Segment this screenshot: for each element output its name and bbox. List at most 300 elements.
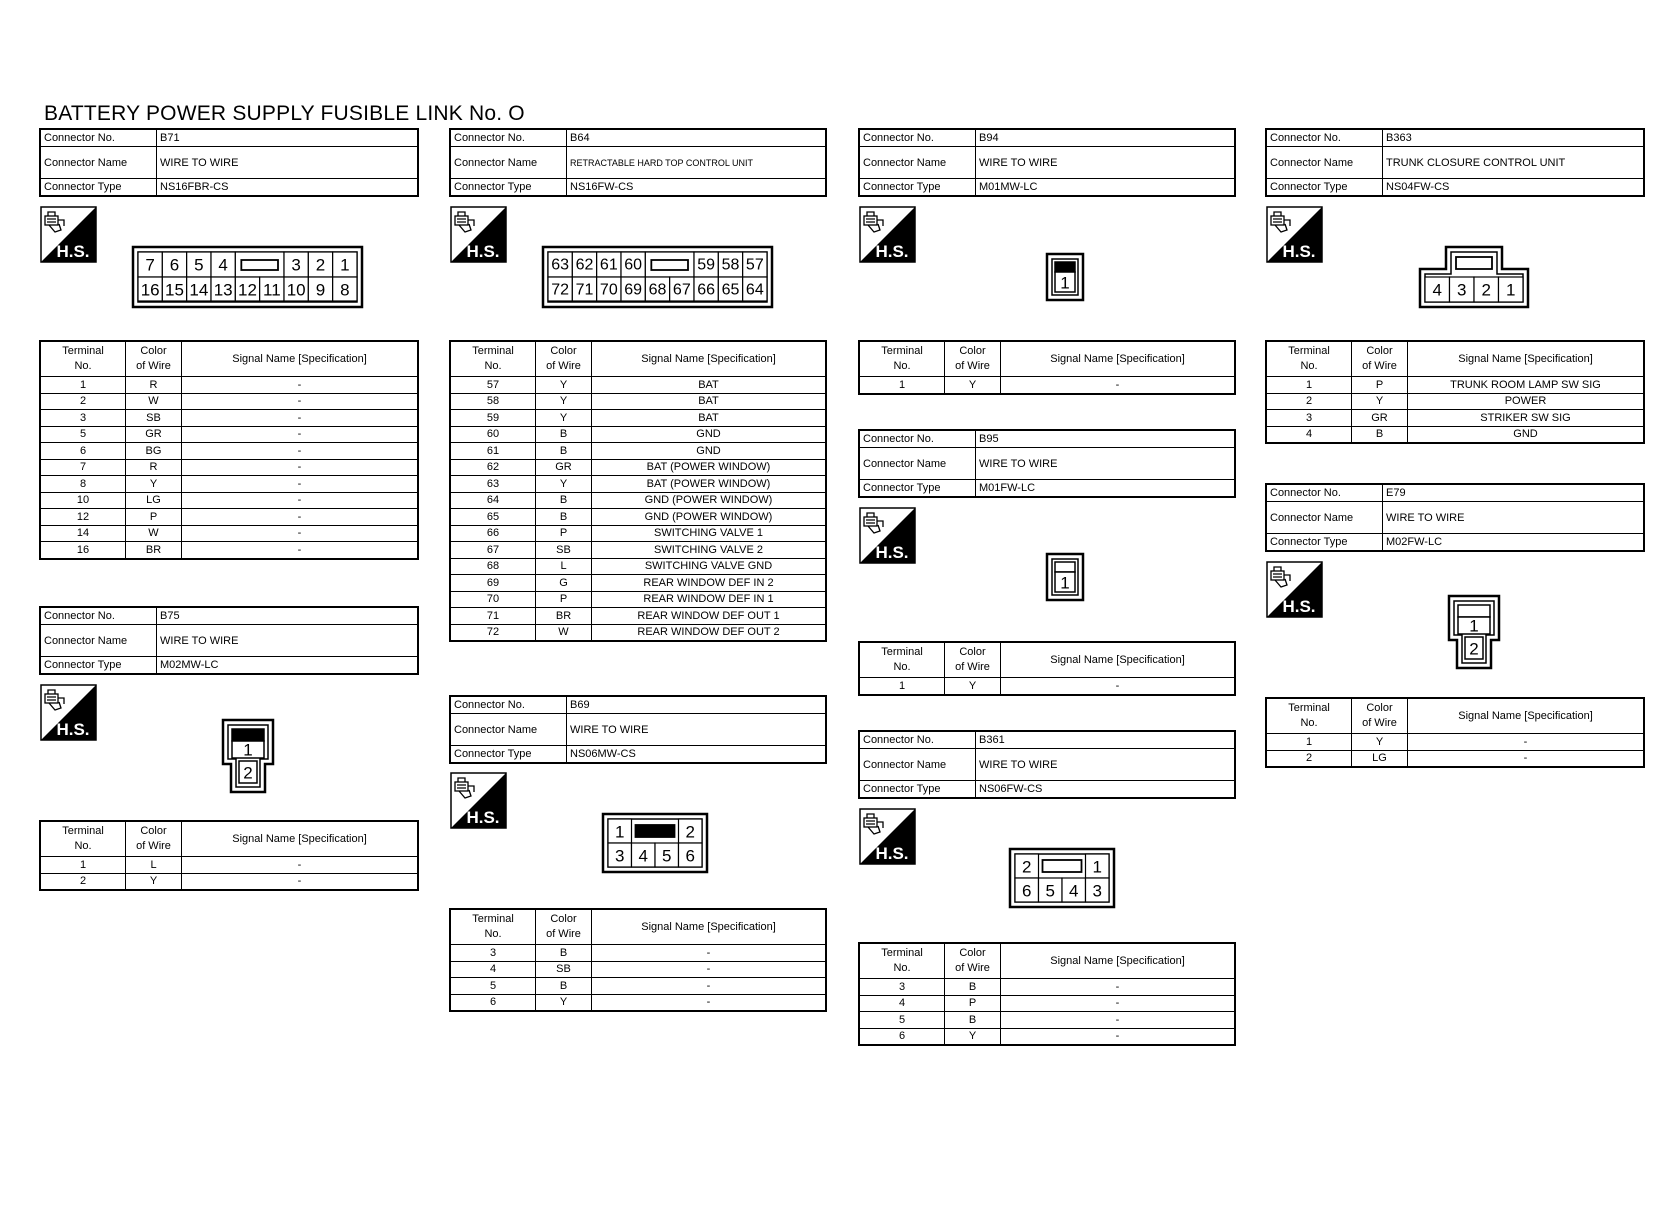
wire-color-cell: GR	[1352, 410, 1408, 427]
table-row	[450, 608, 826, 625]
signal-name-cell: -	[592, 945, 827, 962]
terminal-header-line2: No.	[74, 360, 92, 372]
color-header-line1: Color	[959, 345, 986, 357]
connector-no-label: Connector No.	[1266, 484, 1383, 502]
signal-name-header: Signal Name [Specification]	[182, 341, 419, 377]
terminal-no-cell: 2	[40, 393, 126, 410]
signal-name-cell: BAT (POWER WINDOW)	[592, 476, 827, 493]
terminal-table-b71	[39, 340, 419, 560]
wire-color-cell: Y	[536, 994, 592, 1011]
connector-name-value: WIRE TO WIRE	[976, 448, 1236, 480]
table-row	[1266, 410, 1644, 427]
terminal-table-b64	[449, 340, 827, 642]
signal-name-cell: REAR WINDOW DEF IN 2	[592, 575, 827, 592]
connector-type-label: Connector Type	[1266, 179, 1383, 197]
terminal-no-cell: 7	[40, 459, 126, 476]
wire-color-cell: P	[536, 525, 592, 542]
connector-no-value: B361	[976, 731, 1236, 749]
terminal-no-cell: 57	[450, 377, 536, 394]
wire-color-cell: BG	[126, 443, 182, 460]
hs-label: H.S.	[875, 242, 909, 261]
signal-name-cell: -	[1001, 1012, 1236, 1029]
connector-info-b75	[39, 606, 419, 675]
signal-name-header: Signal Name [Specification]	[1408, 341, 1645, 377]
connector-name-value: WIRE TO WIRE	[567, 714, 827, 746]
connector-face-b94	[1045, 252, 1085, 302]
table-row	[40, 525, 418, 542]
pin-number: 4	[638, 846, 648, 866]
pin-number: 5	[1045, 881, 1055, 901]
pin-number: 63	[551, 256, 570, 274]
color-header-line1: Color	[1366, 345, 1393, 357]
terminal-table-b69	[449, 908, 827, 1012]
terminal-header-line1: Terminal	[62, 345, 104, 357]
terminal-table-b95	[858, 641, 1236, 696]
terminal-header-line1: Terminal	[472, 913, 514, 925]
terminal-no-cell: 16	[40, 542, 126, 559]
terminal-no-cell: 3	[1266, 410, 1352, 427]
signal-name-cell: BAT	[592, 410, 827, 427]
wire-color-cell: B	[536, 443, 592, 460]
table-row	[1266, 426, 1644, 443]
table-row	[40, 509, 418, 526]
hs-label: H.S.	[56, 242, 90, 261]
wire-color-cell: Y	[536, 410, 592, 427]
table-row	[40, 542, 418, 559]
pin-number: 3	[1092, 881, 1102, 901]
pin-number: 5	[194, 255, 204, 275]
pin-number: 72	[551, 281, 570, 299]
terminal-no-cell: 71	[450, 608, 536, 625]
connector-type-value: M02MW-LC	[157, 657, 419, 675]
pin-number: 6	[685, 846, 695, 866]
terminal-no-cell: 3	[859, 979, 945, 996]
connector-type-value: M01MW-LC	[976, 179, 1236, 197]
terminal-header-line1: Terminal	[881, 345, 923, 357]
terminal-table-b75	[39, 820, 419, 891]
pin-number: 1	[1060, 273, 1070, 293]
harness-side-icon	[40, 684, 97, 741]
terminal-table-b363	[1265, 340, 1645, 444]
color-header-line1: Color	[140, 345, 167, 357]
connector-no-label: Connector No.	[40, 607, 157, 625]
table-row	[859, 678, 1235, 695]
pin-number: 1	[1092, 857, 1102, 877]
connector-type-value: NS16FBR-CS	[157, 179, 419, 197]
connector-type-label: Connector Type	[859, 179, 976, 197]
connector-type-value: NS06MW-CS	[567, 746, 827, 764]
pin-number: 15	[165, 280, 184, 300]
terminal-no-cell: 3	[40, 410, 126, 427]
table-row	[1266, 377, 1644, 394]
pin-number: 14	[189, 280, 209, 300]
terminal-no-header	[450, 341, 536, 377]
connector-name-label: Connector Name	[1266, 502, 1383, 534]
terminal-no-cell: 66	[450, 525, 536, 542]
connector-name-label: Connector Name	[450, 147, 567, 179]
wire-color-cell: Y	[126, 476, 182, 493]
wire-color-cell: Y	[945, 678, 1001, 695]
harness-side-icon	[40, 206, 97, 263]
signal-name-cell: GND (POWER WINDOW)	[592, 509, 827, 526]
pin-number: 58	[721, 256, 740, 274]
terminal-header-line2: No.	[74, 840, 92, 852]
connector-name-label: Connector Name	[450, 714, 567, 746]
terminal-no-cell: 1	[1266, 377, 1352, 394]
signal-name-cell: -	[182, 509, 419, 526]
color-header-line2: of Wire	[136, 840, 171, 852]
hs-label: H.S.	[1282, 242, 1316, 261]
connector-no-label: Connector No.	[40, 129, 157, 147]
connector-type-value: NS06FW-CS	[976, 781, 1236, 799]
terminal-header-line1: Terminal	[1288, 702, 1330, 714]
table-row	[1266, 750, 1644, 767]
terminal-no-cell: 1	[40, 377, 126, 394]
connector-type-value: NS16FW-CS	[567, 179, 827, 197]
terminal-header-line1: Terminal	[472, 345, 514, 357]
color-header-line1: Color	[959, 646, 986, 658]
table-row	[40, 393, 418, 410]
terminal-no-header	[859, 341, 945, 377]
wire-color-header	[945, 642, 1001, 678]
connector-type-value: M02FW-LC	[1383, 534, 1645, 552]
wire-color-cell: B	[536, 945, 592, 962]
signal-name-cell: -	[182, 492, 419, 509]
table-row	[40, 476, 418, 493]
pin-number: 57	[745, 256, 764, 274]
signal-name-header: Signal Name [Specification]	[592, 909, 827, 945]
table-row	[859, 995, 1235, 1012]
signal-name-header: Signal Name [Specification]	[1001, 642, 1236, 678]
connector-info-b64	[449, 128, 827, 197]
terminal-no-cell: 12	[40, 509, 126, 526]
signal-name-cell: -	[182, 393, 419, 410]
connector-no-label: Connector No.	[450, 129, 567, 147]
color-header-line2: of Wire	[955, 661, 990, 673]
pin-number: 1	[1506, 280, 1516, 300]
pin-number: 1	[1469, 616, 1479, 636]
pin-number: 2	[1469, 639, 1479, 659]
connector-type-value: M01FW-LC	[976, 480, 1236, 498]
terminal-header-line1: Terminal	[62, 825, 104, 837]
table-row	[450, 443, 826, 460]
pin-number: 68	[648, 281, 667, 299]
connector-name-value: RETRACTABLE HARD TOP CONTROL UNIT	[567, 147, 827, 179]
pin-number: 9	[315, 280, 326, 300]
wire-color-cell: B	[536, 492, 592, 509]
signal-name-cell: GND (POWER WINDOW)	[592, 492, 827, 509]
pin-number: 11	[263, 280, 281, 300]
table-row	[450, 624, 826, 641]
table-row	[1266, 393, 1644, 410]
connector-type-label: Connector Type	[859, 781, 976, 799]
terminal-no-cell: 60	[450, 426, 536, 443]
pin-number: 59	[697, 256, 716, 274]
signal-name-cell: -	[592, 978, 827, 995]
signal-name-cell: -	[182, 459, 419, 476]
wire-color-cell: Y	[1352, 734, 1408, 751]
hs-label: H.S.	[875, 844, 909, 863]
wire-color-cell: B	[1352, 426, 1408, 443]
connector-info-b71	[39, 128, 419, 197]
connector-face-b95	[1045, 552, 1085, 602]
table-row	[450, 542, 826, 559]
wire-color-cell: GR	[536, 459, 592, 476]
signal-name-cell: -	[182, 410, 419, 427]
wire-color-cell: P	[1352, 377, 1408, 394]
wire-color-cell: SB	[536, 961, 592, 978]
connector-face-b71	[131, 245, 364, 309]
table-row	[859, 1028, 1235, 1045]
terminal-no-cell: 1	[1266, 734, 1352, 751]
connector-name-label: Connector Name	[859, 749, 976, 781]
terminal-header-line2: No.	[893, 661, 911, 673]
signal-name-cell: -	[1408, 734, 1645, 751]
terminal-header-line1: Terminal	[881, 646, 923, 658]
connector-name-value: WIRE TO WIRE	[1383, 502, 1645, 534]
signal-name-cell: -	[182, 525, 419, 542]
terminal-header-line1: Terminal	[881, 947, 923, 959]
signal-name-cell: GND	[1408, 426, 1645, 443]
terminal-no-cell: 5	[40, 426, 126, 443]
terminal-no-cell: 68	[450, 558, 536, 575]
harness-side-icon	[1266, 206, 1323, 263]
wire-color-cell: W	[126, 393, 182, 410]
terminal-no-header	[450, 909, 536, 945]
wire-color-cell: GR	[126, 426, 182, 443]
connector-no-label: Connector No.	[1266, 129, 1383, 147]
pin-number: 2	[685, 822, 695, 842]
signal-name-cell: GND	[592, 443, 827, 460]
signal-name-cell: SWITCHING VALVE 2	[592, 542, 827, 559]
signal-name-header: Signal Name [Specification]	[1408, 698, 1645, 734]
terminal-no-cell: 61	[450, 443, 536, 460]
signal-name-cell: -	[1001, 1028, 1236, 1045]
pin-number: 4	[1432, 280, 1442, 300]
connector-type-label: Connector Type	[450, 746, 567, 764]
pin-number: 8	[340, 280, 350, 300]
signal-name-cell: REAR WINDOW DEF OUT 2	[592, 624, 827, 641]
pin-number: 60	[624, 256, 643, 274]
table-row	[450, 377, 826, 394]
terminal-no-cell: 2	[40, 873, 126, 890]
wire-color-cell: BR	[126, 542, 182, 559]
connector-no-value: B94	[976, 129, 1236, 147]
terminal-no-cell: 1	[40, 857, 126, 874]
signal-name-header: Signal Name [Specification]	[182, 821, 419, 857]
terminal-no-cell: 59	[450, 410, 536, 427]
terminal-no-cell: 10	[40, 492, 126, 509]
connector-no-value: B363	[1383, 129, 1645, 147]
color-header-line2: of Wire	[136, 360, 171, 372]
wire-color-cell: P	[536, 591, 592, 608]
connector-info-b361	[858, 730, 1236, 799]
signal-name-cell: -	[1408, 750, 1645, 767]
pin-number: 7	[145, 255, 155, 275]
harness-side-icon	[450, 772, 507, 829]
pin-number: 62	[575, 256, 594, 274]
terminal-no-header	[40, 821, 126, 857]
terminal-no-cell: 67	[450, 542, 536, 559]
signal-name-cell: STRIKER SW SIG	[1408, 410, 1645, 427]
signal-name-cell: BAT (POWER WINDOW)	[592, 459, 827, 476]
connector-info-b69	[449, 695, 827, 764]
signal-name-cell: GND	[592, 426, 827, 443]
terminal-no-cell: 5	[859, 1012, 945, 1029]
terminal-no-cell: 2	[1266, 750, 1352, 767]
wire-color-cell: W	[126, 525, 182, 542]
table-row	[450, 978, 826, 995]
wire-color-cell: B	[536, 509, 592, 526]
connector-no-value: B64	[567, 129, 827, 147]
signal-name-cell: -	[1001, 995, 1236, 1012]
terminal-no-cell: 69	[450, 575, 536, 592]
table-row	[450, 426, 826, 443]
hs-label: H.S.	[1282, 597, 1316, 616]
signal-name-cell: -	[1001, 979, 1236, 996]
color-header-line2: of Wire	[1362, 360, 1397, 372]
terminal-no-cell: 5	[450, 978, 536, 995]
wire-color-cell: Y	[1352, 393, 1408, 410]
connector-no-label: Connector No.	[859, 731, 976, 749]
wire-color-cell: SB	[536, 542, 592, 559]
pin-number: 61	[599, 256, 618, 274]
wire-color-header	[536, 909, 592, 945]
terminal-no-cell: 58	[450, 393, 536, 410]
wire-color-cell: SB	[126, 410, 182, 427]
hs-label: H.S.	[875, 543, 909, 562]
terminal-header-line2: No.	[484, 360, 502, 372]
wire-color-cell: Y	[536, 476, 592, 493]
wire-color-cell: Y	[945, 1028, 1001, 1045]
wire-color-header	[126, 341, 182, 377]
terminal-no-cell: 3	[450, 945, 536, 962]
pin-number: 16	[140, 280, 160, 300]
wire-color-cell: R	[126, 377, 182, 394]
wire-color-header	[536, 341, 592, 377]
connector-face-b69	[601, 812, 709, 874]
pin-number: 5	[662, 846, 672, 866]
hs-label: H.S.	[466, 808, 500, 827]
wire-color-cell: P	[945, 995, 1001, 1012]
table-row	[450, 994, 826, 1011]
wire-color-cell: L	[536, 558, 592, 575]
table-row	[450, 961, 826, 978]
table-row	[40, 857, 418, 874]
table-row	[450, 575, 826, 592]
terminal-header-line2: No.	[484, 928, 502, 940]
terminal-no-cell: 65	[450, 509, 536, 526]
connector-no-value: B69	[567, 696, 827, 714]
harness-side-icon	[1266, 561, 1323, 618]
signal-name-cell: REAR WINDOW DEF IN 1	[592, 591, 827, 608]
terminal-table-b361	[858, 942, 1236, 1046]
pin-number: 65	[721, 281, 740, 299]
connector-name-value: TRUNK CLOSURE CONTROL UNIT	[1383, 147, 1645, 179]
harness-side-icon	[859, 507, 916, 564]
table-row	[40, 377, 418, 394]
terminal-no-cell: 4	[859, 995, 945, 1012]
terminal-no-cell: 6	[859, 1028, 945, 1045]
signal-name-cell: -	[1001, 678, 1236, 695]
signal-name-cell: -	[182, 857, 419, 874]
table-row	[450, 591, 826, 608]
signal-name-header: Signal Name [Specification]	[592, 341, 827, 377]
color-header-line1: Color	[140, 825, 167, 837]
color-header-line2: of Wire	[1362, 717, 1397, 729]
table-row	[450, 393, 826, 410]
table-row	[40, 443, 418, 460]
wire-color-cell: LG	[1352, 750, 1408, 767]
table-row	[450, 459, 826, 476]
signal-name-cell: REAR WINDOW DEF OUT 1	[592, 608, 827, 625]
terminal-no-header	[859, 943, 945, 979]
terminal-no-cell: 14	[40, 525, 126, 542]
connector-no-label: Connector No.	[450, 696, 567, 714]
wire-color-cell: L	[126, 857, 182, 874]
pin-number: 12	[238, 280, 257, 300]
signal-name-cell: POWER	[1408, 393, 1645, 410]
wire-color-cell: B	[536, 978, 592, 995]
signal-name-cell: -	[182, 476, 419, 493]
pin-number: 70	[599, 281, 618, 299]
pin-number: 64	[745, 281, 764, 299]
connector-no-value: B75	[157, 607, 419, 625]
harness-side-icon	[859, 808, 916, 865]
wire-color-cell: Y	[536, 393, 592, 410]
connector-face-b363	[1418, 245, 1530, 309]
wire-color-cell: Y	[536, 377, 592, 394]
pin-number: 1	[1060, 573, 1070, 593]
terminal-table-b94	[858, 340, 1236, 395]
table-row	[450, 476, 826, 493]
wire-color-header	[945, 341, 1001, 377]
connector-no-label: Connector No.	[859, 129, 976, 147]
hs-label: H.S.	[466, 242, 500, 261]
pin-number: 2	[243, 763, 253, 783]
color-header-line1: Color	[550, 345, 577, 357]
terminal-header-line2: No.	[1300, 717, 1318, 729]
pin-number: 1	[615, 822, 625, 842]
table-row	[40, 492, 418, 509]
connector-type-label: Connector Type	[40, 179, 157, 197]
table-row	[40, 426, 418, 443]
terminal-no-cell: 62	[450, 459, 536, 476]
terminal-header-line2: No.	[893, 360, 911, 372]
pin-number: 13	[213, 280, 233, 300]
terminal-no-cell: 1	[859, 377, 945, 394]
terminal-no-cell: 63	[450, 476, 536, 493]
terminal-no-cell: 1	[859, 678, 945, 695]
signal-name-cell: BAT	[592, 377, 827, 394]
connector-info-b95	[858, 429, 1236, 498]
terminal-no-cell: 72	[450, 624, 536, 641]
pin-number: 6	[1022, 881, 1032, 901]
terminal-no-cell: 2	[1266, 393, 1352, 410]
connector-name-value: WIRE TO WIRE	[157, 147, 419, 179]
terminal-no-header	[1266, 698, 1352, 734]
table-row	[450, 525, 826, 542]
connector-type-label: Connector Type	[450, 179, 567, 197]
table-row	[1266, 734, 1644, 751]
signal-name-cell: SWITCHING VALVE 1	[592, 525, 827, 542]
pin-number: 3	[291, 255, 301, 275]
terminal-header-line2: No.	[1300, 360, 1318, 372]
terminal-no-cell: 6	[450, 994, 536, 1011]
pin-number: 67	[672, 281, 691, 299]
connector-name-value: WIRE TO WIRE	[157, 625, 419, 657]
connector-name-label: Connector Name	[859, 147, 976, 179]
